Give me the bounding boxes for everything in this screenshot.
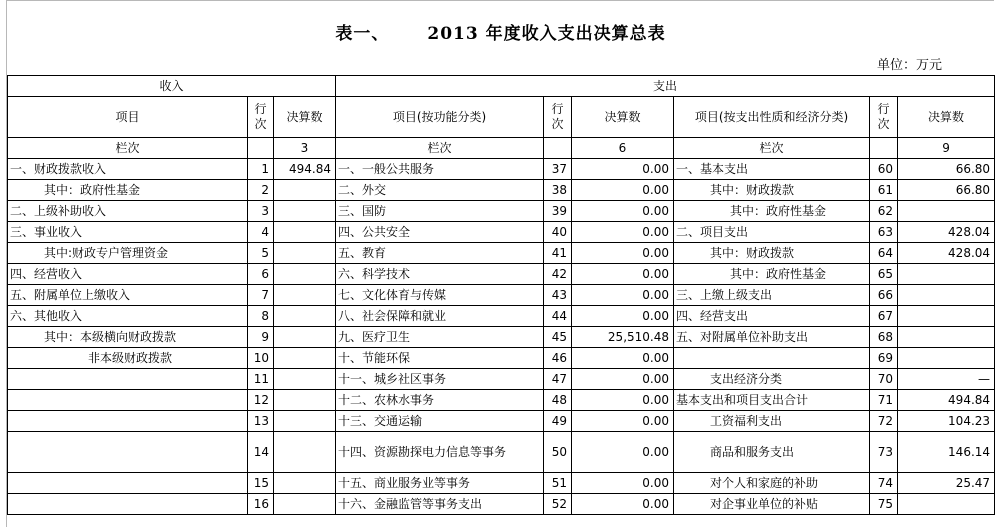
func-item-cell[interactable]: 十三、交通运输: [336, 411, 544, 432]
econ-row-no-cell[interactable]: 63: [870, 222, 898, 243]
income-item-cell[interactable]: [8, 473, 248, 494]
econ-item-cell[interactable]: 工资福利支出: [674, 411, 870, 432]
table-row: [8, 432, 995, 473]
func-item-cell[interactable]: 十、节能环保: [336, 348, 544, 369]
header-row-no-3[interactable]: 行次: [870, 97, 898, 138]
econ-row-no-cell[interactable]: 62: [870, 201, 898, 222]
income-item-cell[interactable]: 其中:财政专户管理资金: [8, 243, 248, 264]
econ-item-cell[interactable]: 支出经济分类: [674, 369, 870, 390]
title-main: 2013 年度收入支出决算总表: [427, 24, 666, 44]
income-row-no-cell[interactable]: 13: [248, 411, 274, 432]
func-row-no-cell[interactable]: 37: [544, 159, 572, 180]
header-func-item[interactable]: 项目(按功能分类): [336, 97, 544, 138]
func-amount-cell[interactable]: 0.00: [572, 473, 674, 494]
func-amount-cell[interactable]: 0.00: [572, 159, 674, 180]
header-amount-3[interactable]: 决算数: [898, 97, 995, 138]
income-amount-cell[interactable]: [274, 243, 336, 264]
column-header-row: [8, 97, 995, 138]
func-row-no-cell[interactable]: 44: [544, 306, 572, 327]
econ-amount-cell[interactable]: 146.14: [898, 432, 995, 473]
econ-amount-cell[interactable]: 25.47: [898, 473, 995, 494]
income-section-header[interactable]: 收入: [8, 76, 336, 97]
income-amount-cell[interactable]: [274, 390, 336, 411]
header-amount-1[interactable]: 决算数: [274, 97, 336, 138]
col-index-blank-3[interactable]: [870, 138, 898, 159]
econ-row-no-cell[interactable]: 70: [870, 369, 898, 390]
func-amount-cell[interactable]: 25,510.48: [572, 327, 674, 348]
table-row: [8, 222, 995, 243]
header-amount-2[interactable]: 决算数: [572, 97, 674, 138]
func-item-cell[interactable]: 十四、资源勘探电力信息等事务: [336, 432, 544, 473]
econ-amount-cell[interactable]: [898, 306, 995, 327]
title-prefix: 表一、: [335, 24, 390, 44]
econ-amount-cell[interactable]: 66.80: [898, 180, 995, 201]
func-row-no-cell[interactable]: 41: [544, 243, 572, 264]
income-amount-cell[interactable]: [274, 285, 336, 306]
econ-item-cell[interactable]: 商品和服务支出: [674, 432, 870, 473]
econ-amount-cell[interactable]: [898, 264, 995, 285]
income-row-no-cell[interactable]: 9: [248, 327, 274, 348]
table-row: [8, 348, 995, 369]
func-row-no-cell[interactable]: 42: [544, 264, 572, 285]
func-item-cell[interactable]: 十二、农林水事务: [336, 390, 544, 411]
income-item-cell[interactable]: 一、财政拨款收入: [8, 159, 248, 180]
table-row: [8, 264, 995, 285]
col-index-3[interactable]: 3: [274, 138, 336, 159]
income-row-no-cell[interactable]: 16: [248, 494, 274, 515]
func-amount-cell[interactable]: 0.00: [572, 222, 674, 243]
func-row-no-cell[interactable]: 48: [544, 390, 572, 411]
econ-row-no-cell[interactable]: 68: [870, 327, 898, 348]
econ-amount-cell[interactable]: [898, 201, 995, 222]
income-item-cell[interactable]: [8, 411, 248, 432]
report-title: [7, 19, 994, 44]
func-item-cell[interactable]: 三、国防: [336, 201, 544, 222]
func-amount-cell[interactable]: 0.00: [572, 411, 674, 432]
econ-item-cell[interactable]: 基本支出和项目支出合计: [674, 390, 870, 411]
func-amount-cell[interactable]: 0.00: [572, 285, 674, 306]
econ-item-cell[interactable]: 五、对附属单位补助支出: [674, 327, 870, 348]
econ-row-no-cell[interactable]: 72: [870, 411, 898, 432]
econ-item-cell[interactable]: [674, 348, 870, 369]
func-row-no-cell[interactable]: 38: [544, 180, 572, 201]
table-row: [8, 411, 995, 432]
income-row-no-cell[interactable]: 8: [248, 306, 274, 327]
econ-amount-cell[interactable]: 104.23: [898, 411, 995, 432]
header-item[interactable]: 项目: [8, 97, 248, 138]
income-amount-cell[interactable]: [274, 432, 336, 473]
econ-item-cell[interactable]: 对个人和家庭的补助: [674, 473, 870, 494]
income-row-no-cell[interactable]: 3: [248, 201, 274, 222]
income-amount-cell[interactable]: [274, 369, 336, 390]
income-row-no-cell[interactable]: 5: [248, 243, 274, 264]
unit-label: 单位：万元: [876, 58, 942, 73]
func-row-no-cell[interactable]: 50: [544, 432, 572, 473]
func-amount-cell[interactable]: 0.00: [572, 306, 674, 327]
income-amount-cell[interactable]: [274, 494, 336, 515]
income-amount-cell[interactable]: [274, 222, 336, 243]
col-index-blank-2[interactable]: [544, 138, 572, 159]
func-row-no-cell[interactable]: 47: [544, 369, 572, 390]
col-index-6[interactable]: 6: [572, 138, 674, 159]
func-amount-cell[interactable]: 0.00: [572, 494, 674, 515]
income-row-no-cell[interactable]: 6: [248, 264, 274, 285]
econ-item-cell[interactable]: 二、项目支出: [674, 222, 870, 243]
func-item-cell[interactable]: 五、教育: [336, 243, 544, 264]
income-item-cell[interactable]: 其中：政府性基金: [8, 180, 248, 201]
income-amount-cell[interactable]: [274, 327, 336, 348]
income-amount-cell[interactable]: [274, 180, 336, 201]
table-row: [8, 473, 995, 494]
econ-item-cell[interactable]: 其中：财政拨款: [674, 180, 870, 201]
col-index-label-2[interactable]: 栏次: [336, 138, 544, 159]
econ-row-no-cell[interactable]: 60: [870, 159, 898, 180]
econ-row-no-cell[interactable]: 75: [870, 494, 898, 515]
func-amount-cell[interactable]: 0.00: [572, 180, 674, 201]
func-row-no-cell[interactable]: 51: [544, 473, 572, 494]
col-index-label-3[interactable]: 栏次: [674, 138, 870, 159]
column-index-row: [8, 138, 995, 159]
income-row-no-cell[interactable]: 7: [248, 285, 274, 306]
func-amount-cell[interactable]: 0.00: [572, 243, 674, 264]
econ-row-no-cell[interactable]: 61: [870, 180, 898, 201]
func-row-no-cell[interactable]: 39: [544, 201, 572, 222]
income-row-no-cell[interactable]: 10: [248, 348, 274, 369]
econ-item-cell[interactable]: 一、基本支出: [674, 159, 870, 180]
table-row: [8, 285, 995, 306]
econ-row-no-cell[interactable]: 71: [870, 390, 898, 411]
income-amount-cell[interactable]: [274, 348, 336, 369]
func-amount-cell[interactable]: 0.00: [572, 264, 674, 285]
func-row-no-cell[interactable]: 46: [544, 348, 572, 369]
econ-amount-cell[interactable]: 428.04: [898, 222, 995, 243]
header-row-no-1[interactable]: 行次: [248, 97, 274, 138]
table-row: [8, 306, 995, 327]
func-amount-cell[interactable]: 0.00: [572, 390, 674, 411]
income-item-cell[interactable]: [8, 369, 248, 390]
income-row-no-cell[interactable]: 4: [248, 222, 274, 243]
income-item-cell[interactable]: 六、其他收入: [8, 306, 248, 327]
income-item-cell[interactable]: 三、事业收入: [8, 222, 248, 243]
econ-item-cell[interactable]: 其中：财政拨款: [674, 243, 870, 264]
income-item-cell[interactable]: 四、经营收入: [8, 264, 248, 285]
econ-item-cell[interactable]: 三、上缴上级支出: [674, 285, 870, 306]
table-row: [8, 243, 995, 264]
col-index-9[interactable]: 9: [898, 138, 995, 159]
func-item-cell[interactable]: 十一、城乡社区事务: [336, 369, 544, 390]
econ-item-cell[interactable]: 其中：政府性基金: [674, 264, 870, 285]
econ-row-no-cell[interactable]: 66: [870, 285, 898, 306]
func-row-no-cell[interactable]: 49: [544, 411, 572, 432]
income-item-cell[interactable]: [8, 494, 248, 515]
income-amount-cell[interactable]: [274, 473, 336, 494]
econ-item-cell[interactable]: 对企事业单位的补贴: [674, 494, 870, 515]
col-index-label-1[interactable]: 栏次: [8, 138, 248, 159]
header-row-no-2[interactable]: 行次: [544, 97, 572, 138]
econ-amount-cell[interactable]: [898, 494, 995, 515]
func-item-cell[interactable]: 四、公共安全: [336, 222, 544, 243]
econ-amount-cell[interactable]: —: [898, 369, 995, 390]
func-item-cell[interactable]: 一、一般公共服务: [336, 159, 544, 180]
income-row-no-cell[interactable]: 11: [248, 369, 274, 390]
table-row: [8, 180, 995, 201]
expense-section-header[interactable]: 支出: [336, 76, 995, 97]
income-item-cell[interactable]: 五、附属单位上缴收入: [8, 285, 248, 306]
income-amount-cell[interactable]: [274, 201, 336, 222]
econ-row-no-cell[interactable]: 69: [870, 348, 898, 369]
econ-row-no-cell[interactable]: 65: [870, 264, 898, 285]
func-item-cell[interactable]: 十六、金融监管等事务支出: [336, 494, 544, 515]
table-row: [8, 201, 995, 222]
func-row-no-cell[interactable]: 40: [544, 222, 572, 243]
table-row: [8, 494, 995, 515]
table-row: [8, 159, 995, 180]
func-amount-cell[interactable]: 0.00: [572, 201, 674, 222]
income-amount-cell[interactable]: [274, 306, 336, 327]
section-header-row: [8, 76, 995, 97]
income-row-no-cell[interactable]: 15: [248, 473, 274, 494]
func-row-no-cell[interactable]: 52: [544, 494, 572, 515]
econ-row-no-cell[interactable]: 74: [870, 473, 898, 494]
income-item-cell[interactable]: 非本级财政拨款: [8, 348, 248, 369]
econ-amount-cell[interactable]: 494.84: [898, 390, 995, 411]
income-row-no-cell[interactable]: 1: [248, 159, 274, 180]
table-row: [8, 369, 995, 390]
func-item-cell[interactable]: 七、文化体育与传媒: [336, 285, 544, 306]
econ-amount-cell[interactable]: [898, 285, 995, 306]
econ-row-no-cell[interactable]: 73: [870, 432, 898, 473]
income-row-no-cell[interactable]: 2: [248, 180, 274, 201]
income-amount-cell[interactable]: 494.84: [274, 159, 336, 180]
econ-row-no-cell[interactable]: 67: [870, 306, 898, 327]
econ-amount-cell[interactable]: 66.80: [898, 159, 995, 180]
func-amount-cell[interactable]: 0.00: [572, 432, 674, 473]
econ-item-cell[interactable]: 四、经营支出: [674, 306, 870, 327]
income-amount-cell[interactable]: [274, 264, 336, 285]
table-row: [8, 327, 995, 348]
income-amount-cell[interactable]: [274, 411, 336, 432]
econ-amount-cell[interactable]: 428.04: [898, 243, 995, 264]
func-item-cell[interactable]: 九、医疗卫生: [336, 327, 544, 348]
func-item-cell[interactable]: 六、科学技术: [336, 264, 544, 285]
col-index-blank-1[interactable]: [248, 138, 274, 159]
func-row-no-cell[interactable]: 43: [544, 285, 572, 306]
table-row: [8, 390, 995, 411]
income-item-cell[interactable]: 二、上级补助收入: [8, 201, 248, 222]
income-row-no-cell[interactable]: 12: [248, 390, 274, 411]
func-row-no-cell[interactable]: 45: [544, 327, 572, 348]
income-item-cell[interactable]: 其中：本级横向财政拨款: [8, 327, 248, 348]
econ-amount-cell[interactable]: [898, 327, 995, 348]
func-item-cell[interactable]: 八、社会保障和就业: [336, 306, 544, 327]
header-econ-item[interactable]: 项目(按支出性质和经济分类): [674, 97, 870, 138]
econ-row-no-cell[interactable]: 64: [870, 243, 898, 264]
summary-table: [7, 75, 995, 515]
spreadsheet-sheet: [6, 0, 994, 527]
income-item-cell[interactable]: [8, 390, 248, 411]
econ-item-cell[interactable]: 其中：政府性基金: [674, 201, 870, 222]
func-amount-cell[interactable]: 0.00: [572, 369, 674, 390]
income-row-no-cell[interactable]: 14: [248, 432, 274, 473]
func-item-cell[interactable]: 十五、商业服务业等事务: [336, 473, 544, 494]
econ-amount-cell[interactable]: [898, 348, 995, 369]
income-item-cell[interactable]: [8, 432, 248, 473]
func-item-cell[interactable]: 二、外交: [336, 180, 544, 201]
func-amount-cell[interactable]: 0.00: [572, 348, 674, 369]
